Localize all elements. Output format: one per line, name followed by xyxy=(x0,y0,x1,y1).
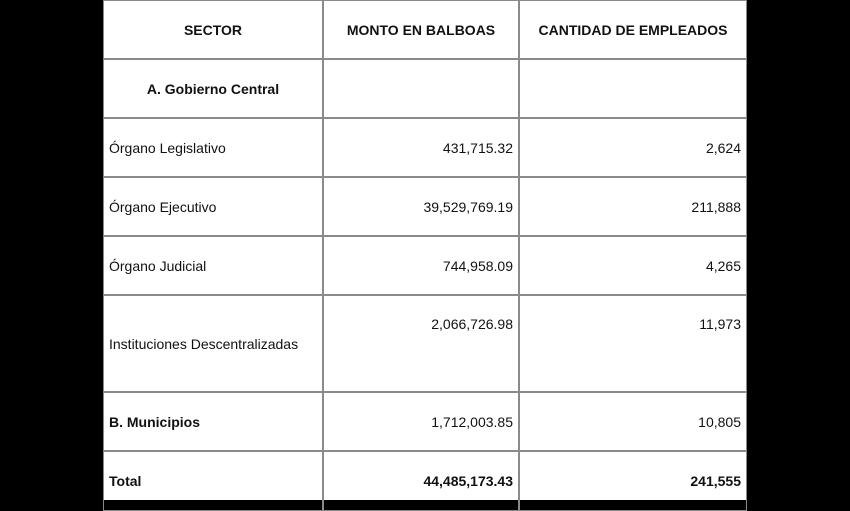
table-row xyxy=(103,59,747,118)
cell-sector: Instituciones Descentralizadas xyxy=(103,295,323,392)
cell-monto: 744,958.09 xyxy=(323,236,519,295)
cell-sector: B. Municipios xyxy=(103,392,323,451)
cell-sector: Total xyxy=(103,451,323,511)
header-monto: MONTO EN BALBOAS xyxy=(323,0,519,59)
cell-empleados: 11,973 xyxy=(519,295,747,392)
cell-monto: 1,712,003.85 xyxy=(323,392,519,451)
table-row xyxy=(103,118,747,177)
cell-empleados xyxy=(519,59,747,118)
cell-sector: Órgano Ejecutivo xyxy=(103,177,323,236)
cell-empleados: 10,805 xyxy=(519,392,747,451)
table-row xyxy=(103,392,747,451)
salary-table xyxy=(103,0,747,511)
table-row xyxy=(103,236,747,295)
cell-sector: Órgano Legislativo xyxy=(103,118,323,177)
table-row xyxy=(103,177,747,236)
table-total-row xyxy=(103,451,747,511)
cell-empleados: 211,888 xyxy=(519,177,747,236)
cell-monto: 431,715.32 xyxy=(323,118,519,177)
cell-monto xyxy=(323,59,519,118)
table-header-row xyxy=(103,0,747,59)
table-container xyxy=(103,0,747,500)
cell-empleados: 241,555 xyxy=(519,451,747,511)
cell-monto: 44,485,173.43 xyxy=(323,451,519,511)
header-empleados: CANTIDAD DE EMPLEADOS xyxy=(519,0,747,59)
cell-empleados: 4,265 xyxy=(519,236,747,295)
cell-empleados: 2,624 xyxy=(519,118,747,177)
cell-sector: A. Gobierno Central xyxy=(103,59,323,118)
table-row xyxy=(103,295,747,392)
header-sector: SECTOR xyxy=(103,0,323,59)
cell-monto: 2,066,726.98 xyxy=(323,295,519,392)
cell-monto: 39,529,769.19 xyxy=(323,177,519,236)
cell-sector: Órgano Judicial xyxy=(103,236,323,295)
